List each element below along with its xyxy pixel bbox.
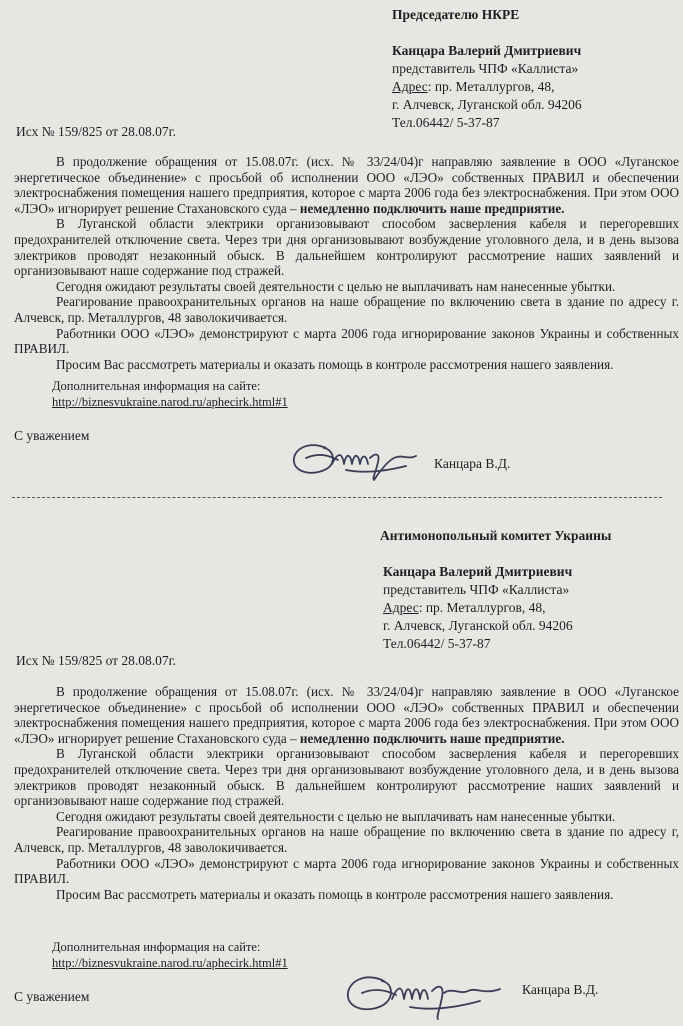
letter-body (14, 154, 679, 372)
sender-address (383, 599, 611, 617)
paragraph: Работники ООО «ЛЭО» демонстрируют с марта 2006 года игнорирование законов Украины и собственных ПРАВИЛ. (14, 325, 679, 357)
paragraph (14, 684, 679, 746)
additional-info (52, 939, 288, 971)
info-label: Дополнительная информация на сайте: (52, 940, 261, 954)
signature-name: Канцара В.Д. (522, 982, 599, 997)
paragraph (14, 154, 679, 216)
bold-demand: немедленно подключить наше предприятие. (299, 730, 565, 746)
paragraph: Просим Вас рассмотреть материалы и оказать помощь в контроле рассмотрения нашего заявления. (56, 356, 614, 372)
info-label: Дополнительная информация на сайте: (52, 379, 261, 393)
address-label: Адрес (392, 79, 428, 94)
regards: С уважением (14, 428, 90, 443)
address-line2: г. Алчевск, Луганской обл. 94206 (392, 97, 582, 112)
paragraph-text: В продолжение обращения от 15.08.07г. (исх. № 33/24/04)г направляю заявление в ООО «Луганское энергетическое объединение» с просьбой об исполнении ООО «ЛЭО» собственных ПРАВИЛ и обеспечении электроснабжения помещения нашего предприятия, которое с марта 2006 года без электроснабжения. При этом ООО «ЛЭО» игнорирует решение Стахановского суда – (14, 684, 679, 746)
address-block (380, 527, 611, 653)
handwritten-signature-icon (286, 434, 436, 487)
outgoing-ref: Исх № 159/825 от 28.08.07г. (16, 124, 177, 139)
paragraph: Работники ООО «ЛЭО» демонстрируют с марта 2006 года игнорирование законов Украины и собственных ПРАВИЛ. (14, 855, 679, 887)
sender-role: представитель ЧПФ «Каллиста» (392, 61, 579, 76)
additional-info (52, 378, 288, 410)
sender-name: Канцара Валерий Дмитриевич (392, 43, 582, 58)
paragraph: Сегодня ожидают результаты своей деятельности с целью не выплачивать нам нанесенные убытки. (56, 278, 616, 294)
paragraph: Просим Вас рассмотреть материалы и оказать помощь в контроле рассмотрения нашего заявления. (56, 886, 614, 902)
paragraph: Сегодня ожидают результаты своей деятельности с целью не выплачивать нам нанесенные убытки. (56, 808, 616, 824)
sender-name: Канцара Валерий Дмитриевич (383, 564, 573, 579)
signature-name: Канцара В.Д. (434, 456, 511, 471)
letter-body (14, 684, 679, 902)
cut-line-divider (12, 497, 662, 498)
sender-phone: Тел.06442/ 5-37-87 (383, 636, 491, 651)
outgoing-ref: Исх № 159/825 от 28.08.07г. (16, 653, 177, 668)
sender-address (392, 78, 582, 96)
address-line2: г. Алчевск, Луганской обл. 94206 (383, 618, 573, 633)
letter-nkre (0, 0, 683, 490)
info-url: http://biznesvukraine.narod.ru/aphecirk.html#1 (52, 395, 288, 409)
regards: С уважением (14, 989, 90, 1004)
address-line1: : пр. Металлургов, 48, (418, 600, 546, 615)
paragraph: В Луганской области электрики организовывают способом засверления кабеля и перегоревших предохранителей отключение света. Через три дня организовывают возбуждение уголовного дела, и в день вызова электриков проводят незаконный обыск. В дальнейшем контролируют рассмотрение наших заявлений и организовывают наше содержание под стражей. (14, 746, 679, 809)
paragraph: В Луганской области электрики организовывают способом засверления кабеля и перегоревших предохранителей отключение света. Через три дня организовывают возбуждение уголовного дела, и в день вызова электриков проводят незаконный обыск. В дальнейшем контролируют рассмотрение наших заявлений и организовывают наше содержание под стражей. (14, 216, 679, 279)
handwritten-signature-icon (340, 965, 520, 1026)
recipient: Антимонопольный комитет Украины (380, 528, 612, 543)
address-block (392, 6, 582, 132)
info-url: http://biznesvukraine.narod.ru/aphecirk.html#1 (52, 956, 288, 970)
paragraph: Реагирование правоохранительных органов на наше обращение по включению света в здание по адресу г, Алчевск, пр. Металлургов, 48 заволокичивается. (14, 824, 679, 855)
bold-demand: немедленно подключить наше предприятие. (299, 200, 565, 216)
sender-role: представитель ЧПФ «Каллиста» (383, 582, 570, 597)
address-label: Адрес (383, 600, 419, 615)
address-line1: : пр. Металлургов, 48, (427, 79, 555, 94)
paragraph: Реагирование правоохранительных органов на наше обращение по включению света в здание по адресу г. Алчевск, пр. Металлургов, 48 заволокичивается. (14, 294, 679, 325)
letter-antimonopoly (0, 515, 683, 1024)
sender-phone: Тел.06442/ 5-37-87 (392, 115, 500, 130)
recipient: Председателю НКРЕ (392, 7, 520, 22)
paragraph-text: В продолжение обращения от 15.08.07г. (исх. № 33/24/04)г направляю заявление в ООО «Луганское энергетическое объединение» с просьбой об исполнении ООО «ЛЭО» собственных ПРАВИЛ и обеспечении электроснабжения помещения нашего предприятия, которое с марта 2006 года без электроснабжения. При этом ООО «ЛЭО» игнорирует решение Стахановского суда – (14, 154, 679, 216)
